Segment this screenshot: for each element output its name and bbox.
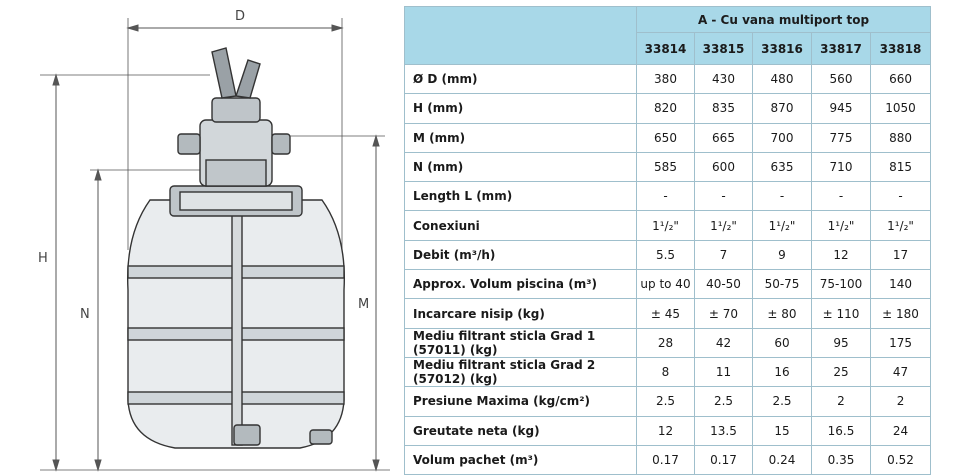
- row-value: 28: [637, 328, 695, 357]
- row-value: 95: [812, 328, 871, 357]
- row-value: ± 70: [695, 299, 753, 328]
- row-label: Approx. Volum piscina (m³): [405, 270, 637, 299]
- row-value: 820: [637, 94, 695, 123]
- row-value: 75-100: [812, 270, 871, 299]
- row-value: 17: [871, 240, 931, 269]
- row-value: -: [812, 182, 871, 211]
- row-value: -: [753, 182, 812, 211]
- row-value: 12: [812, 240, 871, 269]
- row-value: 380: [637, 65, 695, 94]
- table-row: [405, 357, 931, 386]
- row-value: -: [637, 182, 695, 211]
- table-header-title: A - Cu vana multiport top: [637, 7, 931, 33]
- row-value: ± 110: [812, 299, 871, 328]
- row-value: 24: [871, 416, 931, 445]
- row-value: 815: [871, 152, 931, 181]
- row-value: 40-50: [695, 270, 753, 299]
- row-label: Mediu filtrant sticla Grad 2 (57012) (kg): [405, 357, 637, 386]
- table-row: [405, 299, 931, 328]
- dimension-h-label: H: [38, 251, 48, 266]
- row-value: 13.5: [695, 416, 753, 445]
- row-value: 1¹/₂": [695, 211, 753, 240]
- row-value: 635: [753, 152, 812, 181]
- row-value: 16: [753, 357, 812, 386]
- tank-icon: [128, 48, 345, 448]
- row-value: 16.5: [812, 416, 871, 445]
- row-value: 7: [695, 240, 753, 269]
- table-row: [405, 211, 931, 240]
- row-value: 1050: [871, 94, 931, 123]
- row-value: 60: [753, 328, 812, 357]
- row-value: 2: [871, 387, 931, 416]
- table-row: [405, 65, 931, 94]
- table-row: [405, 240, 931, 269]
- row-value: 11: [695, 357, 753, 386]
- row-value: 1¹/₂": [637, 211, 695, 240]
- row-value: 0.24: [753, 445, 812, 474]
- model-33815: 33815: [695, 33, 753, 65]
- row-value: 700: [753, 123, 812, 152]
- row-value: 1¹/₂": [812, 211, 871, 240]
- row-value: 175: [871, 328, 931, 357]
- row-value: 430: [695, 65, 753, 94]
- table-corner: [405, 7, 637, 65]
- model-33817: 33817: [812, 33, 871, 65]
- row-value: 8: [637, 357, 695, 386]
- row-value: 600: [695, 152, 753, 181]
- row-value: 2.5: [637, 387, 695, 416]
- row-value: 1¹/₂": [753, 211, 812, 240]
- row-value: 0.17: [637, 445, 695, 474]
- table-row: [405, 328, 931, 357]
- row-value: 9: [753, 240, 812, 269]
- row-label: Greutate neta (kg): [405, 416, 637, 445]
- table-row: [405, 270, 931, 299]
- row-value: 25: [812, 357, 871, 386]
- row-value: 12: [637, 416, 695, 445]
- row-value: 42: [695, 328, 753, 357]
- spec-table: [404, 6, 931, 475]
- row-value: -: [871, 182, 931, 211]
- row-value: 50-75: [753, 270, 812, 299]
- table-row: [405, 387, 931, 416]
- row-value: 15: [753, 416, 812, 445]
- row-value: 665: [695, 123, 753, 152]
- table-row: [405, 152, 931, 181]
- row-value: 880: [871, 123, 931, 152]
- row-label: M (mm): [405, 123, 637, 152]
- table-row: [405, 445, 931, 474]
- dimension-d-label: D: [235, 9, 246, 24]
- model-33814: 33814: [637, 33, 695, 65]
- row-value: 0.17: [695, 445, 753, 474]
- dimension-n-label: N: [80, 307, 90, 322]
- row-label: N (mm): [405, 152, 637, 181]
- row-value: 945: [812, 94, 871, 123]
- row-label: Debit (m³/h): [405, 240, 637, 269]
- row-label: Conexiuni: [405, 211, 637, 240]
- row-label: Ø D (mm): [405, 65, 637, 94]
- row-value: -: [695, 182, 753, 211]
- row-value: 650: [637, 123, 695, 152]
- row-value: 480: [753, 65, 812, 94]
- row-value: 47: [871, 357, 931, 386]
- row-value: 775: [812, 123, 871, 152]
- table-row: [405, 182, 931, 211]
- row-value: 0.52: [871, 445, 931, 474]
- table-row: [405, 94, 931, 123]
- row-label: Mediu filtrant sticla Grad 1 (57011) (kg): [405, 328, 637, 357]
- row-value: 2.5: [695, 387, 753, 416]
- row-label: Length L (mm): [405, 182, 637, 211]
- row-value: 835: [695, 94, 753, 123]
- dimension-m-label: M: [358, 297, 370, 312]
- row-value: 2.5: [753, 387, 812, 416]
- row-value: ± 80: [753, 299, 812, 328]
- row-value: ± 45: [637, 299, 695, 328]
- row-label: Volum pachet (m³): [405, 445, 637, 474]
- row-value: 585: [637, 152, 695, 181]
- row-value: 140: [871, 270, 931, 299]
- model-33816: 33816: [753, 33, 812, 65]
- model-33818: 33818: [871, 33, 931, 65]
- table-row: [405, 123, 931, 152]
- row-value: 560: [812, 65, 871, 94]
- row-value: 2: [812, 387, 871, 416]
- table-row: [405, 416, 931, 445]
- row-value: 0.35: [812, 445, 871, 474]
- row-value: 710: [812, 152, 871, 181]
- row-value: 5.5: [637, 240, 695, 269]
- row-value: ± 180: [871, 299, 931, 328]
- filter-drawing: [0, 0, 400, 476]
- row-value: up to 40: [637, 270, 695, 299]
- row-label: Incarcare nisip (kg): [405, 299, 637, 328]
- row-label: H (mm): [405, 94, 637, 123]
- row-value: 1¹/₂": [871, 211, 931, 240]
- row-label: Presiune Maxima (kg/cm²): [405, 387, 637, 416]
- row-value: 660: [871, 65, 931, 94]
- row-value: 870: [753, 94, 812, 123]
